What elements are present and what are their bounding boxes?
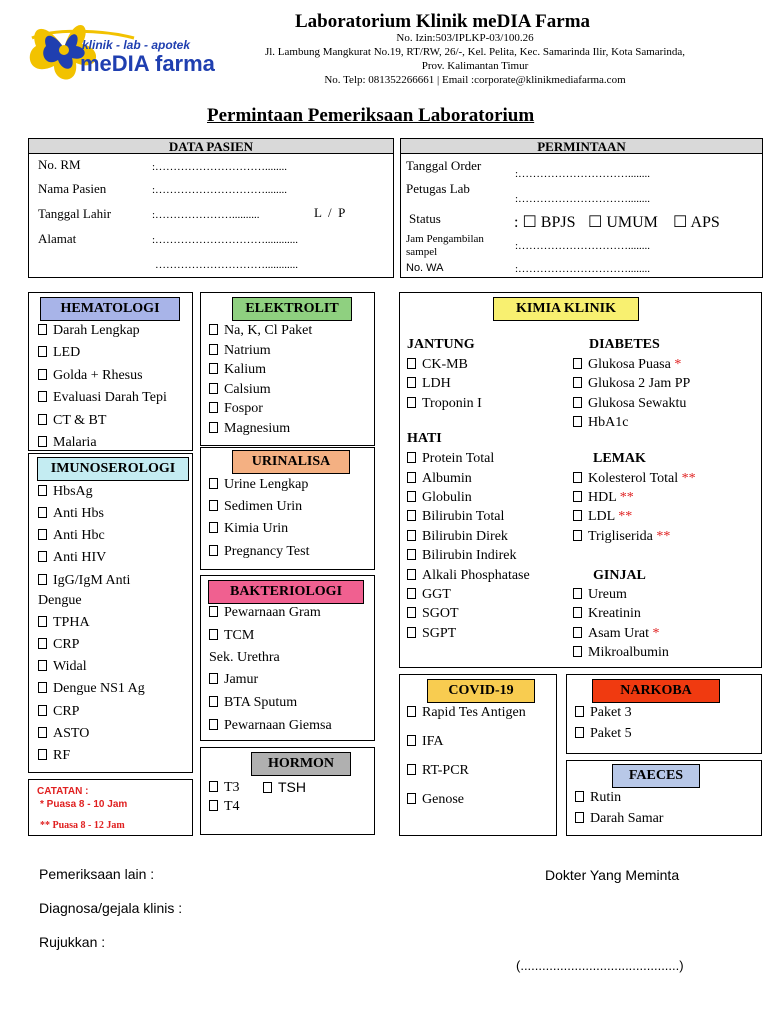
checkbox-icon[interactable] bbox=[573, 377, 582, 388]
check-ifa[interactable] bbox=[407, 734, 444, 750]
checkbox-icon[interactable] bbox=[209, 629, 218, 640]
checkbox-icon[interactable] bbox=[407, 706, 416, 717]
gender-choice[interactable]: L / P bbox=[314, 205, 346, 220]
item-label: Darah Lengkap bbox=[53, 323, 140, 338]
checkbox-icon[interactable] bbox=[38, 682, 47, 693]
nama-pasien-field[interactable]: :…………………………........ bbox=[152, 184, 288, 196]
check-pregnancy-test[interactable] bbox=[209, 544, 309, 560]
checkbox-icon[interactable] bbox=[38, 749, 47, 760]
checkbox-icon[interactable] bbox=[407, 452, 416, 463]
check-tcm[interactable] bbox=[209, 628, 254, 644]
checkbox-icon[interactable] bbox=[407, 607, 416, 618]
ginjal-heading: GINJAL bbox=[593, 568, 646, 583]
item-label: Urine Lengkap bbox=[224, 477, 309, 492]
check-bilirubin-total[interactable] bbox=[407, 509, 504, 525]
item-label: Sedimen Urin bbox=[224, 499, 303, 514]
checkbox-icon[interactable] bbox=[573, 472, 582, 483]
tanggal-order-field[interactable]: :…………………………........ bbox=[515, 168, 651, 180]
checkbox-icon[interactable] bbox=[573, 530, 582, 541]
hematologi-label: HEMATOLOGI bbox=[40, 297, 180, 321]
dokter-label: Dokter Yang Meminta bbox=[545, 867, 680, 883]
checkbox-icon[interactable] bbox=[407, 549, 416, 560]
no-rm-field[interactable]: :…………………………........ bbox=[152, 161, 288, 173]
item-label: Rapid Tes Antigen bbox=[422, 705, 526, 720]
address-line2: Prov. Kalimantan Timur bbox=[421, 60, 529, 72]
check-sgpt[interactable] bbox=[407, 626, 456, 642]
item-label: Evaluasi Darah Tepi bbox=[53, 390, 167, 405]
covid-label: COVID-19 bbox=[427, 679, 535, 703]
checkbox-icon[interactable] bbox=[38, 660, 47, 671]
fasting-mark: ** bbox=[618, 509, 633, 524]
item-label: T3 bbox=[224, 780, 240, 795]
check-albumin[interactable] bbox=[407, 471, 472, 487]
item-label: Globulin bbox=[422, 490, 472, 505]
checkbox-icon[interactable] bbox=[263, 782, 272, 793]
checkbox-icon[interactable] bbox=[209, 363, 218, 374]
clinic-logo bbox=[24, 8, 224, 88]
checkbox-icon[interactable] bbox=[209, 522, 218, 533]
check-sedimen-urin[interactable] bbox=[209, 499, 302, 515]
item-label: Glukosa 2 Jam PP bbox=[588, 376, 691, 391]
fasting-mark: ** bbox=[619, 490, 634, 505]
check-rt-pcr[interactable] bbox=[407, 763, 469, 779]
checkbox-icon[interactable] bbox=[575, 706, 584, 717]
status-umum[interactable]: ☐ UMUM bbox=[588, 214, 658, 231]
item-label: IgG/IgM Anti bbox=[53, 573, 131, 588]
checkbox-icon[interactable] bbox=[573, 627, 582, 638]
checkbox-icon[interactable] bbox=[38, 705, 47, 716]
petugas-lab-field[interactable]: :…………………………........ bbox=[515, 193, 651, 205]
item-label: Mikroalbumin bbox=[588, 645, 669, 660]
item-label: Widal bbox=[53, 659, 87, 674]
check-anti-hbc[interactable] bbox=[38, 528, 105, 544]
rujukkan-label: Rujukkan : bbox=[39, 934, 106, 950]
alamat-field-2[interactable]: …………………………............ bbox=[155, 259, 298, 271]
data-pasien-heading: DATA PASIEN bbox=[28, 138, 394, 154]
urinalisa-label: URINALISA bbox=[232, 450, 350, 474]
check-kolesterol-total[interactable] bbox=[573, 471, 696, 487]
item-label: Jamur bbox=[224, 672, 259, 687]
item-label: LED bbox=[53, 345, 81, 360]
checkbox-icon[interactable] bbox=[38, 391, 47, 402]
checkbox-icon[interactable] bbox=[575, 791, 584, 802]
checkbox-icon[interactable] bbox=[407, 588, 416, 599]
item-label: IFA bbox=[422, 734, 444, 749]
checkbox-icon[interactable] bbox=[407, 358, 416, 369]
no-rm-label: No. RM bbox=[38, 157, 81, 172]
check-igg-igm[interactable] bbox=[38, 573, 130, 589]
alamat-field[interactable]: :…………………………............ bbox=[152, 234, 299, 246]
checkbox-icon[interactable] bbox=[407, 764, 416, 775]
check-ldh[interactable] bbox=[407, 376, 451, 392]
check-kreatinin[interactable] bbox=[573, 606, 641, 622]
checkbox-icon[interactable] bbox=[407, 793, 416, 804]
pemeriksaan-lain-label: Pemeriksaan lain : bbox=[39, 866, 155, 882]
tanggal-lahir-label: Tanggal Lahir bbox=[38, 206, 112, 221]
check-alkali-phosphatase[interactable] bbox=[407, 568, 530, 584]
check-calsium[interactable] bbox=[209, 382, 271, 398]
item-label: TPHA bbox=[53, 615, 90, 630]
check-mikroalbumin[interactable] bbox=[573, 645, 669, 661]
checkbox-icon[interactable] bbox=[38, 551, 47, 562]
diagnosa-label: Diagnosa/gejala klinis : bbox=[39, 900, 183, 916]
check-anti-hiv[interactable] bbox=[38, 550, 106, 566]
checkbox-icon[interactable] bbox=[573, 397, 582, 408]
fasting-mark: * bbox=[674, 357, 682, 372]
checkbox-icon[interactable] bbox=[573, 588, 582, 599]
checkbox-icon[interactable] bbox=[38, 436, 47, 447]
checkbox-icon[interactable] bbox=[38, 485, 47, 496]
item-label: Calsium bbox=[224, 382, 271, 397]
checkbox-icon[interactable] bbox=[407, 472, 416, 483]
item-label: Kolesterol Total bbox=[588, 471, 679, 486]
item-label: Glukosa Sewaktu bbox=[588, 396, 687, 411]
diabetes-heading: DIABETES bbox=[589, 337, 660, 352]
item-label: RF bbox=[53, 748, 71, 763]
checkbox-icon[interactable] bbox=[209, 478, 218, 489]
checkbox-icon[interactable] bbox=[573, 491, 582, 502]
item-label: CK-MB bbox=[422, 357, 468, 372]
item-label: Bilirubin Indirek bbox=[422, 548, 517, 563]
item-label: Trigliserida bbox=[588, 529, 653, 544]
item-label: Kalium bbox=[224, 362, 266, 377]
fasting-mark: * bbox=[652, 626, 660, 641]
checkbox-icon[interactable] bbox=[209, 324, 218, 335]
check-crp-2[interactable] bbox=[38, 704, 79, 720]
check-asam-urat[interactable] bbox=[573, 626, 660, 642]
logo-brand-part2: farma bbox=[155, 51, 215, 76]
check-t3[interactable] bbox=[209, 780, 240, 796]
catatan-line2: ** Puasa 8 - 12 Jam bbox=[40, 820, 125, 831]
dengue-label: Dengue bbox=[38, 593, 82, 608]
checkbox-icon[interactable] bbox=[209, 344, 218, 355]
check-glukosa-puasa[interactable] bbox=[573, 357, 681, 373]
logo-brand bbox=[80, 51, 215, 77]
jam-pengambilan-label: Jam Pengambilan sampel bbox=[406, 233, 484, 258]
checkbox-icon[interactable] bbox=[407, 491, 416, 502]
check-evaluasi-darah-tepi[interactable] bbox=[38, 390, 167, 406]
check-fospor[interactable] bbox=[209, 401, 263, 417]
jam-pengambilan-field[interactable]: :…………………………........ bbox=[515, 240, 651, 252]
checkbox-icon[interactable] bbox=[575, 812, 584, 823]
checkbox-icon[interactable] bbox=[573, 607, 582, 618]
checkbox-icon[interactable] bbox=[38, 414, 47, 425]
item-label: Troponin I bbox=[422, 396, 482, 411]
fasting-mark: ** bbox=[656, 529, 671, 544]
item-label: Malaria bbox=[53, 435, 97, 450]
item-label: Ureum bbox=[588, 587, 627, 602]
check-glukosa-2jam[interactable] bbox=[573, 376, 690, 392]
check-globulin[interactable] bbox=[407, 490, 472, 506]
jantung-heading: JANTUNG bbox=[407, 337, 475, 352]
check-darah-lengkap[interactable] bbox=[38, 323, 140, 339]
checkbox-icon[interactable] bbox=[407, 735, 416, 746]
tanggal-order-label: Tanggal Order bbox=[406, 158, 482, 173]
item-label: GGT bbox=[422, 587, 451, 602]
check-ureum[interactable] bbox=[573, 587, 627, 603]
item-label: Pregnancy Test bbox=[224, 544, 310, 559]
checkbox-icon[interactable] bbox=[209, 800, 218, 811]
no-wa-label: No. WA bbox=[406, 262, 444, 274]
checkbox-icon[interactable] bbox=[38, 638, 47, 649]
check-kimia-urin[interactable] bbox=[209, 521, 288, 537]
checkbox-icon[interactable] bbox=[573, 646, 582, 657]
checkbox-icon[interactable] bbox=[575, 727, 584, 738]
item-label: Genose bbox=[422, 792, 464, 807]
item-label: Magnesium bbox=[224, 421, 291, 436]
item-label: T4 bbox=[224, 799, 240, 814]
elektrolit-label: ELEKTROLIT bbox=[232, 297, 352, 321]
license-number: No. Izin:503/IPLKP-03/100.26 bbox=[396, 32, 534, 44]
check-rutin[interactable] bbox=[575, 790, 621, 806]
status-bpjs[interactable]: : ☐ BPJS bbox=[514, 214, 576, 231]
check-glukosa-sewaktu[interactable] bbox=[573, 396, 686, 412]
item-label: Pewarnaan Giemsa bbox=[224, 718, 332, 733]
status-aps[interactable]: ☐ APS bbox=[673, 214, 720, 231]
item-label: HbA1c bbox=[588, 415, 629, 430]
checkbox-icon[interactable] bbox=[209, 696, 218, 707]
check-ldl[interactable] bbox=[573, 509, 632, 525]
item-label: Natrium bbox=[224, 343, 271, 358]
item-label: SGPT bbox=[422, 626, 457, 641]
item-label: CT & BT bbox=[53, 413, 107, 428]
checkbox-icon[interactable] bbox=[573, 416, 582, 427]
item-label: Sek. Urethra bbox=[209, 650, 280, 665]
item-label: Albumin bbox=[422, 471, 472, 486]
bakteriologi-label: BAKTERIOLOGI bbox=[208, 580, 364, 604]
faeces-label: FAECES bbox=[612, 764, 700, 788]
item-label: Na, K, Cl Paket bbox=[224, 323, 313, 338]
catatan-label: CATATAN : bbox=[37, 786, 89, 797]
check-hbsag[interactable] bbox=[38, 484, 93, 500]
check-natrium[interactable] bbox=[209, 343, 271, 359]
item-label: TCM bbox=[224, 628, 255, 643]
check-rf[interactable] bbox=[38, 748, 70, 764]
check-asto[interactable] bbox=[38, 726, 89, 742]
check-genose[interactable] bbox=[407, 792, 464, 808]
check-kalium[interactable] bbox=[209, 362, 266, 378]
item-label: Anti Hbs bbox=[53, 506, 104, 521]
checkbox-icon[interactable] bbox=[209, 500, 218, 511]
signature-line[interactable]: (............................................) bbox=[516, 958, 684, 973]
permintaan-heading: PERMINTAAN bbox=[400, 138, 763, 154]
check-ct-bt[interactable] bbox=[38, 413, 106, 429]
check-led[interactable] bbox=[38, 345, 80, 361]
item-label: Paket 5 bbox=[590, 726, 632, 741]
checkbox-icon[interactable] bbox=[209, 673, 218, 684]
checkbox-icon[interactable] bbox=[38, 369, 47, 380]
item-label: SGOT bbox=[422, 606, 459, 621]
check-paket-5[interactable] bbox=[575, 726, 632, 742]
check-bta-sputum[interactable] bbox=[209, 695, 297, 711]
checkbox-icon[interactable] bbox=[407, 569, 416, 580]
checkbox-icon[interactable] bbox=[38, 574, 47, 585]
item-label: Bilirubin Total bbox=[422, 509, 505, 524]
item-label: Fospor bbox=[224, 401, 263, 416]
checkbox-icon[interactable] bbox=[209, 383, 218, 394]
check-widal[interactable] bbox=[38, 659, 87, 675]
checkbox-icon[interactable] bbox=[573, 510, 582, 521]
logo-tagline: klinik - lab - apotek bbox=[82, 38, 191, 52]
item-label: LDH bbox=[422, 376, 451, 391]
check-urine-lengkap[interactable] bbox=[209, 477, 308, 493]
checkbox-icon[interactable] bbox=[38, 324, 47, 335]
check-rapid-antigen[interactable] bbox=[407, 705, 526, 721]
item-label: Paket 3 bbox=[590, 705, 632, 720]
fasting-mark: ** bbox=[681, 471, 696, 486]
check-darah-samar[interactable] bbox=[575, 811, 663, 827]
hormon-label: HORMON bbox=[251, 752, 351, 776]
checkbox-icon[interactable] bbox=[407, 377, 416, 388]
check-tpha[interactable] bbox=[38, 615, 90, 631]
address-line1: Jl. Lambung Mangkurat No.19, RT/RW, 26/-, Kel. Pelita, Kec. Samarinda Ilir, Kota Samarinda, bbox=[264, 46, 686, 58]
checkbox-icon[interactable] bbox=[407, 510, 416, 521]
logo-brand-part1: meDIA bbox=[80, 51, 149, 76]
check-troponin[interactable] bbox=[407, 396, 482, 412]
check-sgot[interactable] bbox=[407, 606, 459, 622]
item-label: Darah Samar bbox=[590, 811, 664, 826]
alamat-label: Alamat bbox=[38, 231, 77, 246]
catatan-line1: * Puasa 8 - 10 Jam bbox=[40, 799, 128, 810]
check-paket-3[interactable] bbox=[575, 705, 632, 721]
item-label: Golda + Rhesus bbox=[53, 368, 143, 383]
hati-heading: HATI bbox=[407, 431, 442, 446]
check-jamur[interactable] bbox=[209, 672, 258, 688]
item-label: RT-PCR bbox=[422, 763, 469, 778]
checkbox-icon[interactable] bbox=[209, 781, 218, 792]
checkbox-icon[interactable] bbox=[573, 358, 582, 369]
check-ggt[interactable] bbox=[407, 587, 451, 603]
check-dengue-ns1[interactable] bbox=[38, 681, 145, 697]
check-protein-total[interactable] bbox=[407, 451, 494, 467]
imunoserologi-section bbox=[28, 453, 193, 773]
check-bilirubin-direk[interactable] bbox=[407, 529, 508, 545]
checkbox-icon[interactable] bbox=[407, 397, 416, 408]
check-bilirubin-indirek[interactable] bbox=[407, 548, 517, 564]
check-tsh[interactable] bbox=[263, 779, 306, 797]
check-pewarnaan-gram[interactable] bbox=[209, 605, 321, 621]
item-label: ASTO bbox=[53, 726, 90, 741]
item-label: Rutin bbox=[590, 790, 622, 805]
checkbox-icon[interactable] bbox=[407, 627, 416, 638]
check-trigliserida[interactable] bbox=[573, 529, 670, 545]
item-label: CRP bbox=[53, 637, 80, 652]
checkbox-icon[interactable] bbox=[38, 616, 47, 627]
check-sek-urethra[interactable] bbox=[209, 650, 280, 666]
item-label: Alkali Phosphatase bbox=[422, 568, 530, 583]
check-t4[interactable] bbox=[209, 799, 240, 815]
item-label: HDL bbox=[588, 490, 617, 505]
check-pewarnaan-giemsa[interactable] bbox=[209, 718, 332, 734]
nama-pasien-label: Nama Pasien bbox=[38, 181, 107, 196]
checkbox-icon[interactable] bbox=[38, 529, 47, 540]
petugas-lab-label: Petugas Lab bbox=[406, 181, 470, 196]
item-label: Dengue NS1 Ag bbox=[53, 681, 145, 696]
status-label: Status bbox=[409, 211, 441, 226]
checkbox-icon[interactable] bbox=[38, 346, 47, 357]
clinic-title: Laboratorium Klinik meDIA Farma bbox=[295, 11, 591, 32]
kimia-klinik-label: KIMIA KLINIK bbox=[493, 297, 639, 321]
check-anti-hbs[interactable] bbox=[38, 506, 104, 522]
check-crp[interactable] bbox=[38, 637, 79, 653]
no-wa-field[interactable]: :…………………………........ bbox=[515, 263, 651, 275]
form-title: Permintaan Pemeriksaan Laboratorium bbox=[207, 105, 535, 126]
item-label: HbsAg bbox=[53, 484, 93, 499]
checkbox-icon[interactable] bbox=[407, 530, 416, 541]
item-label: Protein Total bbox=[422, 451, 495, 466]
check-magnesium[interactable] bbox=[209, 421, 290, 437]
checkbox-icon[interactable] bbox=[209, 545, 218, 556]
item-label: Glukosa Puasa bbox=[588, 357, 671, 372]
checkbox-icon[interactable] bbox=[209, 719, 218, 730]
imunoserologi-label: IMUNOSEROLOGI bbox=[37, 457, 189, 481]
checkbox-icon[interactable] bbox=[38, 727, 47, 738]
check-hdl[interactable] bbox=[573, 490, 634, 506]
item-label: Kreatinin bbox=[588, 606, 641, 621]
check-hba1c[interactable] bbox=[573, 415, 628, 431]
checkbox-icon[interactable] bbox=[38, 507, 47, 518]
contact-line: No. Telp: 081352266661 | Email :corporate@klinikmediafarma.com bbox=[324, 74, 626, 86]
lemak-heading: LEMAK bbox=[593, 451, 646, 466]
checkbox-icon[interactable] bbox=[209, 422, 218, 433]
item-label: LDL bbox=[588, 509, 615, 524]
tanggal-lahir-field[interactable]: :………………….......... bbox=[152, 209, 260, 221]
check-golda-rhesus[interactable] bbox=[38, 368, 143, 384]
item-label: CRP bbox=[53, 704, 80, 719]
item-label: TSH bbox=[278, 779, 306, 795]
item-label: Asam Urat bbox=[588, 626, 650, 641]
checkbox-icon[interactable] bbox=[209, 606, 218, 617]
item-label: Anti HIV bbox=[53, 550, 107, 565]
item-label: Bilirubin Direk bbox=[422, 529, 508, 544]
item-label: BTA Sputum bbox=[224, 695, 298, 710]
narkoba-label: NARKOBA bbox=[592, 679, 720, 703]
item-label: Pewarnaan Gram bbox=[224, 605, 321, 620]
check-ck-mb[interactable] bbox=[407, 357, 468, 373]
checkbox-icon[interactable] bbox=[209, 402, 218, 413]
check-nakcl-paket[interactable] bbox=[209, 323, 312, 339]
item-label: Kimia Urin bbox=[224, 521, 289, 536]
check-malaria[interactable] bbox=[38, 435, 97, 451]
item-label: Anti Hbc bbox=[53, 528, 105, 543]
